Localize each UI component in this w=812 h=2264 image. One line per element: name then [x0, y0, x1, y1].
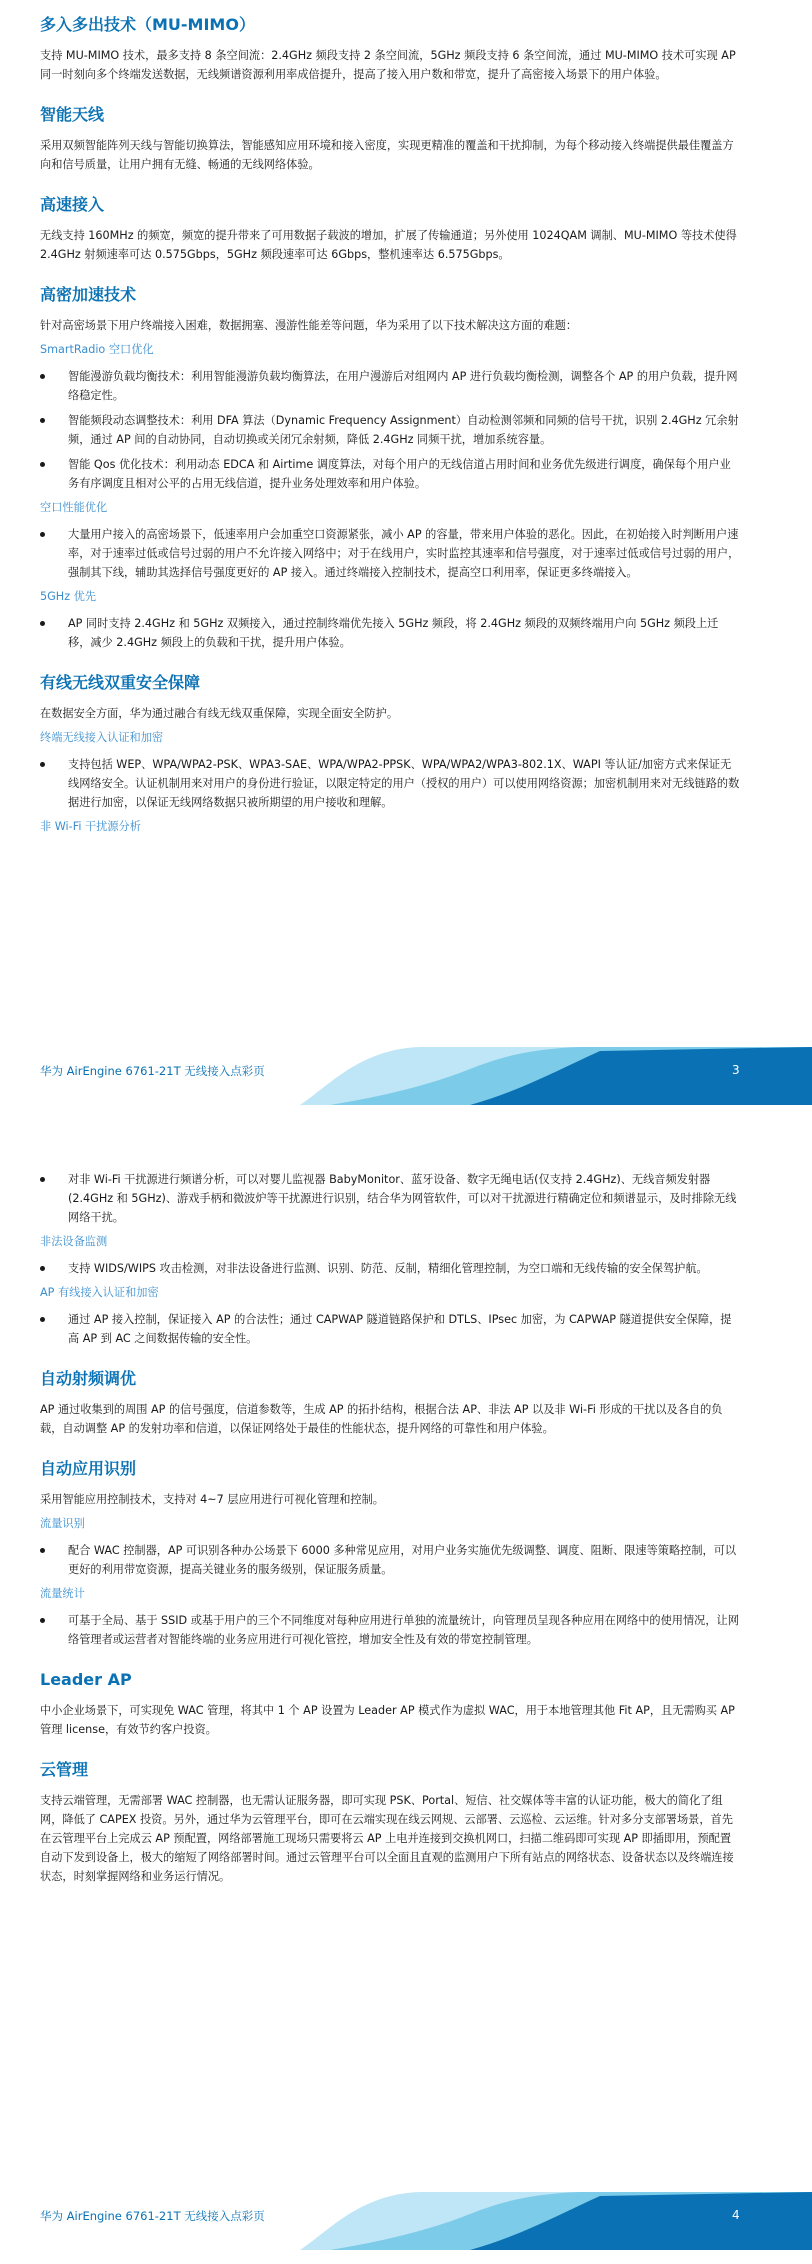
- page-content: [40, 14, 740, 856]
- section-intro: 针对高密场景下用户终端接入困难，数据拥塞、漫游性能差等问题，华为采用了以下技术解决这方面的难题：: [40, 319, 578, 332]
- bullet-dot-icon: [40, 374, 45, 379]
- page-footer: [0, 2190, 812, 2250]
- bullet-dot-icon: [40, 532, 45, 537]
- bullet-dot-icon: [40, 1317, 45, 1322]
- page-4: [0, 1140, 812, 2264]
- page-number: 3: [732, 1063, 740, 1077]
- section-text: 支持 MU-MIMO 技术，最多支持 8 条空间流：2.4GHz 频段支持 2 条空间流，5GHz 频段支持 6 条空间流，通过 MU-MIMO 技术可实现 AP 同一时刻向多个终端发送数据，无线频谱资源利用率成倍提升，提高了接入用户数和带宽，提升了高密接入场景下的用户体验。: [40, 49, 736, 81]
- bullet-text: 配合 WAC 控制器，AP 可识别各种办公场景下 6000 多种常见应用，对用户业务实施优先级调整、调度、阻断、限速等策略控制，可以更好的利用带宽资源，提高关键业务的服务级别，保证服务质量。: [68, 1544, 737, 1576]
- section-security-cont: [40, 1170, 740, 1348]
- section-title: 自动射频调优: [40, 1369, 137, 1388]
- bullet-item: [40, 1310, 740, 1348]
- footer-title: 华为 AirEngine 6761-21T 无线接入点彩页: [40, 2209, 265, 2223]
- bullet-dot-icon: [40, 762, 45, 767]
- section-rf-tuning: [40, 1368, 740, 1438]
- bullet-dot-icon: [40, 1177, 45, 1182]
- bullet-dot-icon: [40, 1618, 45, 1623]
- subheading: 非法设备监测: [40, 1235, 108, 1248]
- bullet-item: [40, 525, 740, 582]
- subheading: 流量统计: [40, 1587, 85, 1600]
- bullet-text: 可基于全局、基于 SSID 或基于用户的三个不同维度对每种应用进行单独的流量统计，向管理员呈现各种应用在网络中的使用情况，让网络管理者或运营者对智能终端的业务应用进行可视化管控，增加安全性及有效的带宽控制管理。: [68, 1614, 739, 1646]
- section-title: 云管理: [40, 1760, 89, 1779]
- section-text: 无线支持 160MHz 的频宽，频宽的提升带来了可用数据子载波的增加，扩展了传输通道；另外使用 1024QAM 调制、MU-MIMO 等技术使得 2.4GHz 射频速率可达 0.575Gbps，5GHz 频段速率可达 6Gbps，整机速率达 6.575Gbps。: [40, 229, 737, 261]
- bullet-text: 支持 WIDS/WIPS 攻击检测，对非法设备进行监测、识别、防范、反制，精细化管理控制，为空口端和无线传输的安全保驾护航。: [68, 1262, 708, 1275]
- section-text: 采用双频智能阵列天线与智能切换算法，智能感知应用环境和接入密度，实现更精准的覆盖和干扰抑制，为每个移动接入终端提供最佳覆盖方向和信号质量，让用户拥有无缝、畅通的无线网络体验。: [40, 139, 734, 171]
- bullet-item: [40, 1611, 740, 1649]
- bullet-text: 大量用户接入的高密场景下，低速率用户会加重空口资源紧张，减小 AP 的容量，带来用户体验的恶化。因此，在初始接入时判断用户速率，对于速率过低或信号过弱的用户不允许接入网络中；对于在线用户，实时监控其速率和信号强度，对于速率过低或信号过弱的用户，强制其下线，辅助其选择信号强度更好的 AP 接入。通过终端接入控制技术，提高空口利用率，保证更多终端接入。: [68, 528, 740, 579]
- bullet-text: 通过 AP 接入控制，保证接入 AP 的合法性；通过 CAPWAP 隧道链路保护和 DTLS、IPsec 加密，为 CAPWAP 隧道提供安全保障，提高 AP 到 AC 之间数据传输的安全性。: [68, 1313, 732, 1345]
- subheading: AP 有线接入认证和加密: [40, 1286, 159, 1299]
- section-title: 智能天线: [40, 105, 105, 124]
- bullet-item: [40, 1259, 740, 1278]
- section-title: Leader AP: [40, 1670, 132, 1689]
- bullet-text: AP 同时支持 2.4GHz 和 5GHz 双频接入，通过控制终端优先接入 5GHz 频段，将 2.4GHz 频段的双频终端用户向 5GHz 频段上迁移，减少 2.4GHz 频段上的负载和干扰，提升用户体验。: [68, 617, 719, 649]
- section-leader-ap: [40, 1669, 740, 1739]
- section-security: [40, 672, 740, 836]
- subheading: 空口性能优化: [40, 501, 108, 514]
- subheading: SmartRadio 空口优化: [40, 343, 154, 356]
- bullet-dot-icon: [40, 1266, 45, 1271]
- section-text: 中小企业场景下，可实现免 WAC 管理，将其中 1 个 AP 设置为 Leader AP 模式作为虚拟 WAC，用于本地管理其他 Fit AP，且无需购买 AP 管理 license，有效节约客户投资。: [40, 1704, 735, 1736]
- bullet-item: [40, 755, 740, 812]
- section-mu-mimo: [40, 14, 740, 84]
- section-intro: 在数据安全方面，华为通过融合有线无线双重保障，实现全面安全防护。: [40, 707, 399, 720]
- bullet-text: 智能漫游负载均衡技术：利用智能漫游负载均衡算法，在用户漫游后对组网内 AP 进行负载均衡检测，调整各个 AP 的用户负载，提升网络稳定性。: [68, 370, 738, 402]
- page-content: [40, 1170, 740, 1906]
- bullet-dot-icon: [40, 418, 45, 423]
- bullet-item: [40, 411, 740, 449]
- section-text: 支持云端管理，无需部署 WAC 控制器，也无需认证服务器，即可实现 PSK、Portal、短信、社交媒体等丰富的认证功能，极大的简化了组网，降低了 CAPEX 投资。另外，通过华为云管理平台，即可在云端实现在线云网规、云部署、云巡检、云运维。针对多分支部署场景，首先在云管理平台上完成云 AP 预配置，网络部署施工现场只需要将云 AP 上电并连接到交换机网口，扫描二维码即可实现 AP 即插即用，预配置自动下发到设备上，极大的缩短了网络部署时间。通过云管理平台可以全面且直观的监测用户下所有站点的网络状态、设备状态以及终端连接状态，时刻掌握网络和业务运行情况。: [40, 1794, 734, 1883]
- page-number: 4: [732, 2208, 740, 2222]
- bullet-item: [40, 367, 740, 405]
- bullet-item: [40, 455, 740, 493]
- section-title: 高密加速技术: [40, 285, 137, 304]
- section-cloud-management: [40, 1759, 740, 1886]
- section-app-identification: [40, 1458, 740, 1649]
- footer-title: 华为 AirEngine 6761-21T 无线接入点彩页: [40, 1064, 265, 1078]
- subheading: 终端无线接入认证和加密: [40, 731, 164, 744]
- section-title: 自动应用识别: [40, 1459, 137, 1478]
- section-smart-antenna: [40, 104, 740, 174]
- bullet-dot-icon: [40, 462, 45, 467]
- section-title: 高速接入: [40, 195, 105, 214]
- bullet-item: [40, 614, 740, 652]
- section-title: 有线无线双重安全保障: [40, 673, 201, 692]
- subheading: 5GHz 优先: [40, 590, 97, 603]
- section-title: 多入多出技术（MU-MIMO）: [40, 15, 255, 34]
- bullet-dot-icon: [40, 621, 45, 626]
- section-intro: 采用智能应用控制技术，支持对 4~7 层应用进行可视化管理和控制。: [40, 1493, 384, 1506]
- bullet-text: 支持包括 WEP、WPA/WPA2-PSK、WPA3-SAE、WPA/WPA2-PPSK、WPA/WPA2/WPA3-802.1X、WAPI 等认证/加密方式来保证无线网络安全。认证机制用来对用户的身份进行验证，以限定特定的用户（授权的用户）可以使用网络资源；加密机制用来对无线链路的数据进行加密，以保证无线网络数据只被所期望的用户接收和理解。: [68, 758, 740, 809]
- bullet-item: [40, 1170, 740, 1227]
- bullet-item: [40, 1541, 740, 1579]
- bullet-text: 智能频段动态调整技术：利用 DFA 算法（Dynamic Frequency Assignment）自动检测邻频和同频的信号干扰，识别 2.4GHz 冗余射频，通过 AP 间的自动协同，自动切换或关闭冗余射频，降低 2.4GHz 同频干扰，增加系统容量。: [68, 414, 739, 446]
- section-high-density: [40, 284, 740, 652]
- section-high-speed: [40, 194, 740, 264]
- bullet-dot-icon: [40, 1548, 45, 1553]
- page-footer: [0, 1045, 812, 1105]
- bullet-text: 智能 Qos 优化技术：利用动态 EDCA 和 Airtime 调度算法，对每个用户的无线信道占用时间和业务优先级进行调度，确保每个用户业务有序调度且相对公平的占用无线信道，提升业务处理效率和用户体验。: [68, 458, 731, 490]
- section-text: AP 通过收集到的周围 AP 的信号强度，信道参数等，生成 AP 的拓扑结构，根据合法 AP、非法 AP 以及非 Wi-Fi 形成的干扰以及各自的负载，自动调整 AP 的发射功率和信道，以保证网络处于最佳的性能状态，提升网络的可靠性和用户体验。: [40, 1403, 723, 1435]
- subheading: 非 Wi-Fi 干扰源分析: [40, 820, 141, 833]
- bullet-text: 对非 Wi-Fi 干扰源进行频谱分析，可以对婴儿监视器 BabyMonitor、蓝牙设备、数字无绳电话(仅支持 2.4GHz)、无线音频发射器(2.4GHz 和 5GHz)、游戏手柄和微波炉等干扰源进行识别，结合华为网管软件，可以对干扰源进行精确定位和频谱显示，及时排除无线网络干扰。: [68, 1173, 737, 1224]
- subheading: 流量识别: [40, 1517, 85, 1530]
